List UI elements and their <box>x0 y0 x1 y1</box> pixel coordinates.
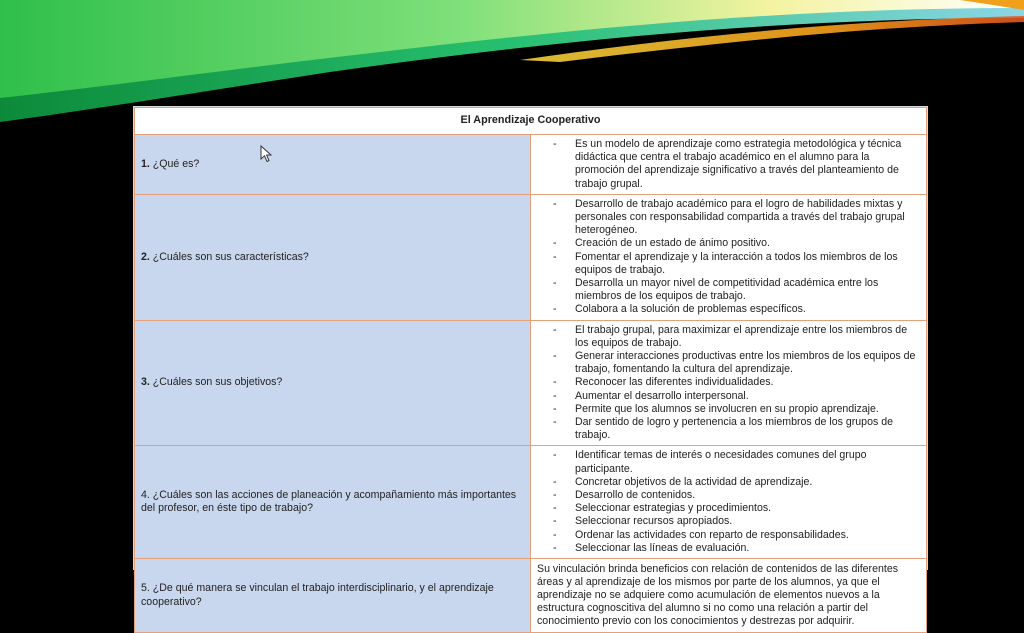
answer-list <box>553 198 918 317</box>
cooperative-learning-table-card <box>133 106 928 628</box>
answer-cell <box>531 446 927 559</box>
question-text: ¿Qué es? <box>152 157 200 170</box>
list-item: - Desarrolla un mayor nivel de competitividad académica entre los miembros de los equipos de trabajo. <box>553 277 918 303</box>
answer-list <box>553 324 918 443</box>
question-cell <box>135 194 531 320</box>
answer-text: Su vinculación brinda beneficios con relación de contenidos de las diferentes áreas y al aprendizaje de los mismos por parte de los alumnos, ya que el aprendizaje no se adquiere como acumulación de elementos nuevos a la estructura cognoscitiva del alumno si no como una relación a partir del conocimiento previo con los conocimientos y destrezas por adquirir. <box>537 562 899 628</box>
question-number: 4. <box>141 489 153 502</box>
list-item: - Desarrollo de trabajo académico para el logro de habilidades mixtas y personales con responsabilidad compartida a través del trabajo grupal heterogéneo. <box>553 198 918 238</box>
list-item: - Permite que los alumnos se involucren en su propio aprendizaje. <box>553 403 918 416</box>
question-cell <box>135 320 531 446</box>
table-title: El Aprendizaje Cooperativo <box>135 108 927 135</box>
mouse-cursor-icon <box>260 145 274 163</box>
list-item: - Desarrollo de contenidos. <box>553 489 918 502</box>
table-row <box>135 320 927 446</box>
table-row <box>135 135 927 195</box>
question-number: 2. <box>141 250 153 263</box>
table-title-row <box>135 108 927 135</box>
list-item: - Aumentar el desarrollo interpersonal. <box>553 390 918 403</box>
list-item: - El trabajo grupal, para maximizar el aprendizaje entre los miembros de los equipos de trabajo. <box>553 324 918 350</box>
answer-cell <box>531 320 927 446</box>
list-item: - Identificar temas de interés o necesidades comunes del grupo participante. <box>553 449 918 475</box>
question-cell <box>135 135 531 195</box>
answer-list <box>553 138 918 191</box>
question-text: ¿Cuáles son las acciones de planeación y acompañamiento más importantes del profesor, en éste tipo de trabajo? <box>141 489 517 515</box>
list-item: - Reconocer las diferentes individualidades. <box>553 376 918 389</box>
list-item: - Seleccionar recursos apropiados. <box>553 515 918 528</box>
list-item: - Seleccionar las líneas de evaluación. <box>553 542 918 555</box>
question-number: 1. <box>141 157 153 170</box>
answer-cell <box>531 194 927 320</box>
list-item: - Generar interacciones productivas entre los miembros de los equipos de trabajo, fomentando la cultura del aprendizaje. <box>553 350 918 376</box>
list-item: - Concretar objetivos de la actividad de aprendizaje. <box>553 476 918 489</box>
list-item: - Fomentar el aprendizaje y la interacción a todos los miembros de los equipos de trabajo. <box>553 251 918 277</box>
list-item: - Dar sentido de logro y pertenencia a los miembros de los grupos de trabajo. <box>553 416 918 442</box>
table-row <box>135 559 927 633</box>
answer-cell <box>531 559 927 633</box>
question-number: 3. <box>141 376 153 389</box>
answer-cell <box>531 135 927 195</box>
list-item: - Creación de un estado de ánimo positivo. <box>553 237 918 250</box>
cooperative-learning-table <box>134 107 927 633</box>
question-number: 5. <box>141 582 153 595</box>
question-cell <box>135 559 531 633</box>
question-text: ¿Cuáles son sus objetivos? <box>152 376 283 389</box>
list-item: - Ordenar las actividades con reparto de responsabilidades. <box>553 529 918 542</box>
question-cell <box>135 446 531 559</box>
list-item: - Es un modelo de aprendizaje como estrategia metodológica y técnica didáctica que centra el trabajo académico en el alumno para la promoción del aprendizaje significativo a través del planteamiento de trabajo grupal. <box>553 138 918 191</box>
list-item: - Seleccionar estrategias y procedimientos. <box>553 502 918 515</box>
question-text: ¿Cuáles son sus características? <box>152 250 309 263</box>
table-row <box>135 446 927 559</box>
list-item: - Colabora a la solución de problemas específicos. <box>553 303 918 316</box>
table-row <box>135 194 927 320</box>
question-text: ¿De qué manera se vinculan el trabajo interdisciplinario, y el aprendizaje cooperativo? <box>141 582 494 608</box>
answer-list <box>553 449 918 555</box>
